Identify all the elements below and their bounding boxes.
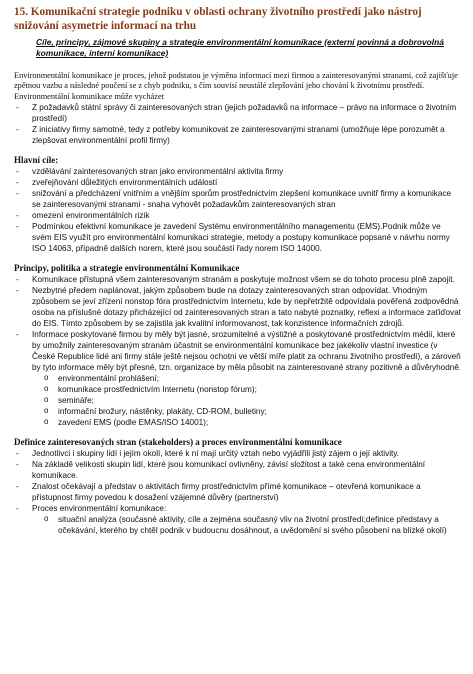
intro-list [14, 102, 462, 146]
list-item: - Znalost očekávají a představ o aktivitách firmy prostřednictvím přímé komunikace – otevřená komunikace a přístupnost firmy povedou k dosažení vzájemné důvěry (partnerství) [14, 481, 462, 503]
stakeholders-list [14, 448, 462, 514]
list-item: - Komunikace přístupná všem zainteresovaným stranám a poskytuje možnost všem se do tohoto procesu plně zapojit. [14, 274, 462, 285]
list-item: - Z iniciativy firmy samotné, tedy z potřeby komunikovat ze zainteresovanými stranami (umožňuje lépe porozumět a zlepšovat environmentální profil firmy) [14, 124, 462, 146]
list-item: o situační analýza (současné aktivity, cíle a zejména současný vliv na životní prostředí;definice představy a očekávání, kterého by chtěl podnik v budoucnu dosáhnout, a uvědomění si svého působení na blízké okolí) [44, 514, 462, 536]
intro-paragraph: Environmentální komunikace je proces, jehož podstatou je výměna informací mezi firmou a zainteresovanými stranami, což zajišťuje zpětnou vazbu a následné poučení se z chyb podniku, s čím souvisí neustálé zlepšování jeho chování k životnímu prostředí. Environmentální komunikace může vycházet [14, 71, 458, 101]
document-page [14, 6, 462, 536]
list-item: - Z požadavků státní správy či zainteresovaných stran (jejich požadavků na informace – právo na informace o životním prostředí) [14, 102, 462, 124]
list-item: o environmentální prohlášení; [44, 373, 462, 384]
list-item: o semináře; [44, 395, 462, 406]
stakeholders-heading: Definice zainteresovaných stran (stakeholders) a proces environmentální komunikace [14, 436, 342, 447]
list-item: - omezení environmentálních rizik [14, 210, 462, 221]
list-item: - vzdělávání zainteresovaných stran jako environmentální aktivita firmy [14, 166, 462, 177]
list-item: - Informace poskytované firmou by měly být jasné, srozumitelné a výstižné a poskytované prostřednictvím médií, které by umožnily zainteresovaným stranám účastnit se environmentální komunikace bez jakékoliv vlastní investice (v České Republice lidé ani firmy stále ještě nejsou ochotni ve větší míře platit za ochranu životního prostředí), a zároveň by tyto informace měly být přesné, tzn. organizace by měla působit na zainteresované strany pozitivně a důvěryhodně. [14, 329, 462, 373]
list-item: - Nezbytné předem naplánovat, jakým způsobem bude na dotazy zainteresovaných stran odpovídat. Vhodným způsobem se jeví zřízení nonstop fóra prostřednictvím Internetu, kde by nepřetržitě odpovídala pověřená zodpovědná osoba na příslušné dotazy přicházející od zainteresovaných stran a tato nabyté poznatky, reflexi a informace zaťiďovat do EIS. Tímto způsobem by se zajistila jak kvalitní informovanost, tak konzistence informačních zdrojů. [14, 285, 462, 329]
principles-list [14, 274, 462, 373]
list-item: - zveřejňování důležitých environmentálních událostí [14, 177, 462, 188]
goals-heading: Hlavní cíle: [14, 154, 59, 165]
list-item: - snižování a předcházení vnitřním a vnějším sporům prostřednictvím zlepšení komunikace uvnitř firmy a komunikace se zainteresovanými stranami - snaha vyhovět požadavkům zainteresovaných stran [14, 188, 462, 210]
process-list [14, 514, 462, 536]
channels-list [14, 373, 462, 428]
list-item: - Podmínkou efektivní komunikace je zavedení Systému environmentálního managementu (EMS).Podnik může ve svém EIS využít pro environmentální komunikaci strategie, metody a postupy komunikace popsané v návrhu normy ISO 14063, případně dalších norem, které jsou součástí řady norem ISO 14000. [14, 221, 462, 254]
list-item: o komunikace prostřednictvím Internetu (nonstop fórum); [44, 384, 462, 395]
list-item: o zavedení EMS (podle EMAS/ISO 14001); [44, 417, 462, 428]
document-title: 15. Komunikační strategie podniku v oblasti ochrany životního prostředí jako nástroj snižování asymetrie informací na trhu [14, 6, 422, 32]
document-subtitle: Cíle, principy, zájmové skupiny a strategie environmentální komunikace (externí povinná a dobrovolná komunikace, interní komunikace) [36, 37, 444, 59]
list-item: - Proces environmentální komunikace: [14, 503, 462, 514]
list-item: o informační brožury, nástěnky, plakáty, CD-ROM, bulletiny; [44, 406, 462, 417]
goals-list [14, 166, 462, 254]
list-item: - Na základě velikosti skupin lidí, které jsou komunikací ovlivněny, závisí složitost a také cena environmentální komunikace. [14, 459, 462, 481]
list-item: - Jednotlivci i skupiny lidí i jejím okolí, které k ní mají určitý vztah nebo vyjádřili jistý zájem o její aktivity. [14, 448, 462, 459]
principles-heading: Principy, politika a strategie environmentální Komunikace [14, 262, 240, 273]
